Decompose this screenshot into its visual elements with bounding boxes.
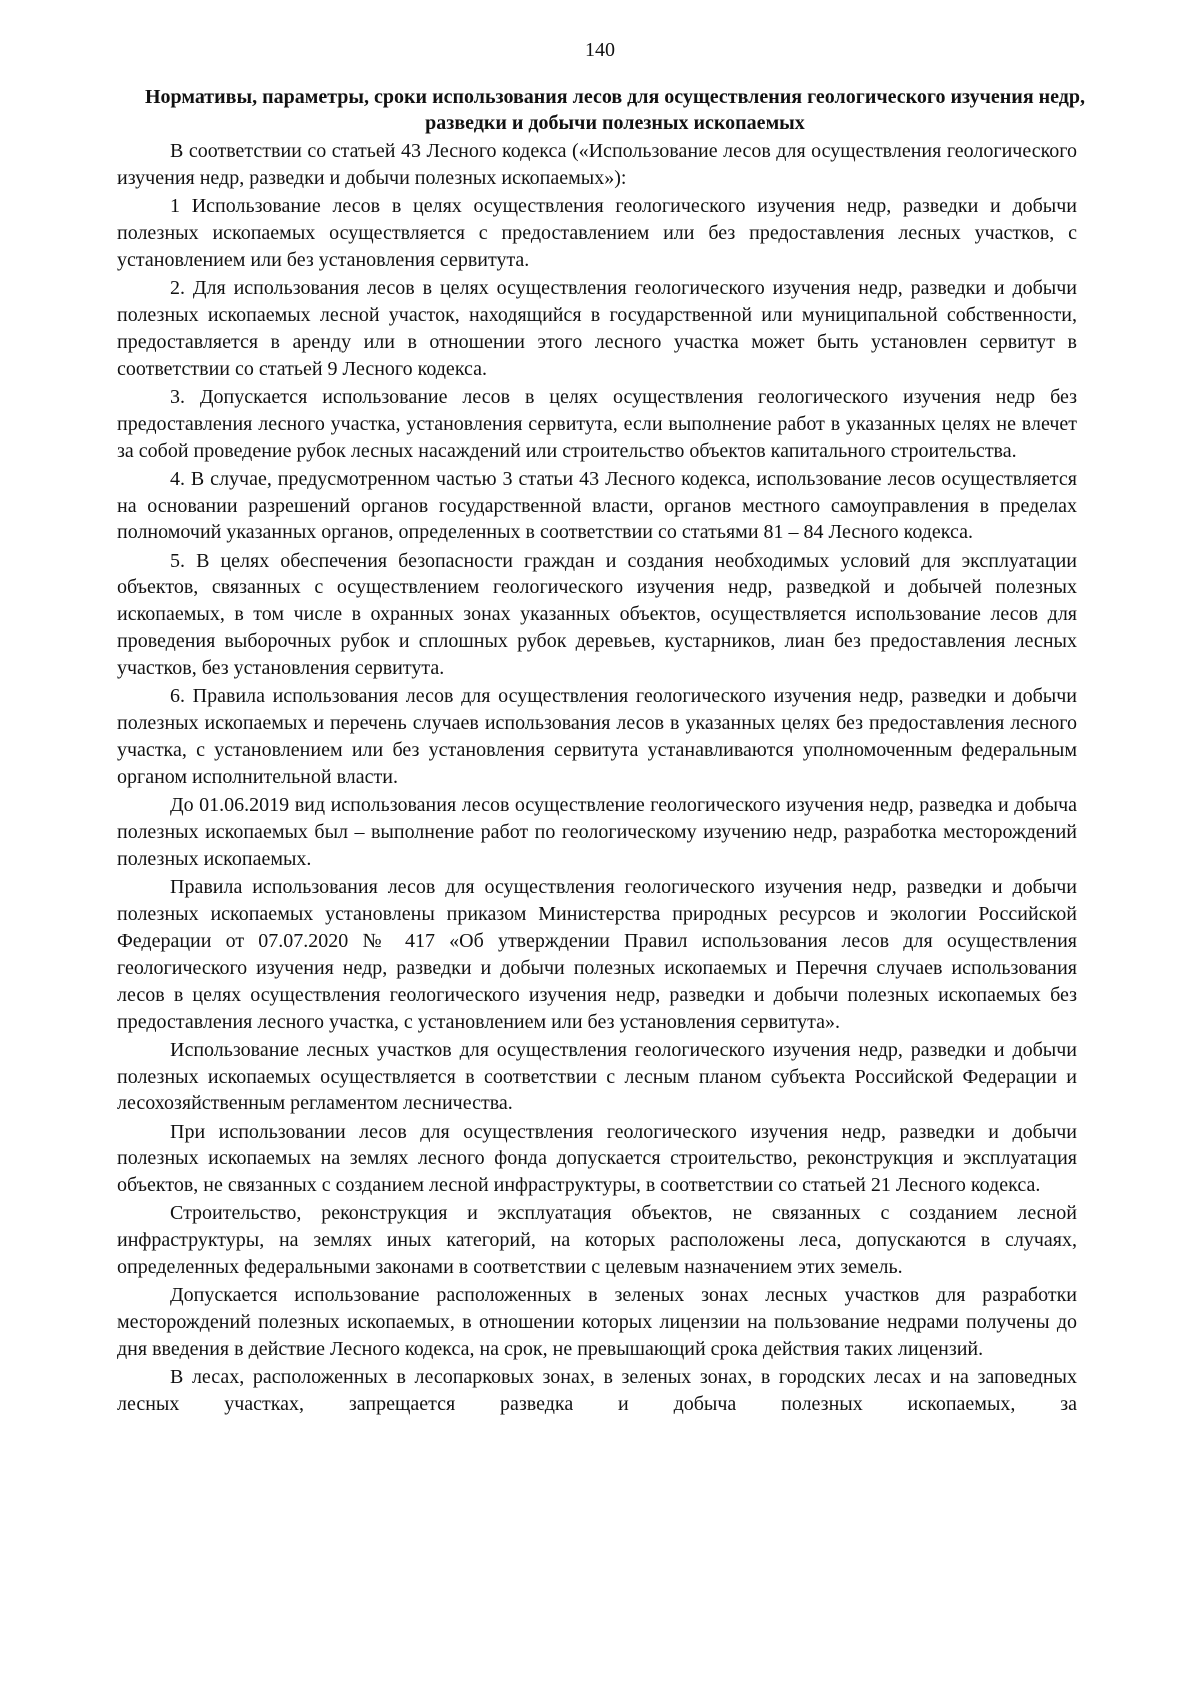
paragraph: 1 Использование лесов в целях осуществления геологического изучения недр, разведки и добычи полезных ископаемых осуществляется с предоставлением или без предоставления лесных участков, с установлением или без установления сервитута. xyxy=(117,195,1077,271)
paragraph: Использование лесных участков для осуществления геологического изучения недр, разведки и добычи полезных ископаемых осуществляется в соответствии с лесным планом субъекта Российской Федерации и лесохозяйственным регламентом лесничества. xyxy=(117,1038,1077,1115)
paragraph: 3. Допускается использование лесов в целях осуществления геологического изучения недр без предоставления лесного участка, установления сервитута, если выполнение работ в указанных целях не влечет за собой проведение рубок лесных насаждений или строительство объектов капитального строительства. xyxy=(117,385,1077,462)
document-body xyxy=(117,138,1077,1418)
paragraph: При использовании лесов для осуществления геологического изучения недр, разведки и добычи полезных ископаемых на землях лесного фонда допускается строительство, реконструкция и эксплуатация объектов, не связанных с созданием лесной инфраструктуры, в соответствии со статьей 21 Лесного кодекса. xyxy=(117,1120,1077,1197)
paragraph: Допускается использование расположенных в зеленых зонах лесных участков для разработки месторождений полезных ископаемых, в отношении которых лицензии на пользование недрами получены до дня введения в действие Лесного кодекса, на срок, не превышающий срока действия таких лицензий. xyxy=(117,1284,1077,1361)
paragraph-continued: В лесах, расположенных в лесопарковых зонах, в зеленых зонах, в городских лесах и на заповедных лесных участках, запрещается разведка и добыча полезных ископаемых, за xyxy=(117,1366,1077,1416)
paragraph: 6. Правила использования лесов для осуществления геологического изучения недр, разведки и добычи полезных ископаемых и перечень случаев использования лесов в указанных целях без предоставления лесного участка, с установлением или без установления сервитута устанавливаются уполномоченным федеральным органом исполнительной власти. xyxy=(117,685,1077,788)
paragraph: Строительство, реконструкция и эксплуатация объектов, не связанных с созданием лесной инфраструктуры, на землях иных категорий, на которых расположены леса, допускаются в случаях, определенных федеральными законами в соответствии с целевым назначением этих земель. xyxy=(117,1202,1077,1279)
paragraph: 2. Для использования лесов в целях осуществления геологического изучения недр, разведки и добычи полезных ископаемых лесной участок, находящийся в государственной или муниципальной собственности, предоставляется в аренду или в отношении этого лесного участка может быть установлен сервитут в соответствии со статьей 9 Лесного кодекса. xyxy=(117,276,1077,380)
paragraph: Правила использования лесов для осуществления геологического изучения недр, разведки и добычи полезных ископаемых установлены приказом Министерства природных ресурсов и экологии Российской Федерации от 07.07.2020 № 417 «Об утверждении Правил использования лесов для осуществления геологического изучения недр, разведки и добычи полезных ископаемых и Перечня случаев использования лесов в целях осуществления геологического изучения недр, разведки и добычи полезных ископаемых без предоставления лесного участка, с установлением или без установления сервитута». xyxy=(117,875,1077,1033)
paragraph: До 01.06.2019 вид использования лесов осуществление геологического изучения недр, разведка и добыча полезных ископаемых был – выполнение работ по геологическому изучению недр, разработка месторождений полезных ископаемых. xyxy=(117,794,1077,870)
paragraph: 4. В случае, предусмотренном частью 3 статьи 43 Лесного кодекса, использование лесов осуществляется на основании разрешений органов государственной власти, органов местного самоуправления в пределах полномочий указанных органов, определенных в соответствии со статьями 81 – 84 Лесного кодекса. xyxy=(117,467,1077,544)
section-title: Нормативы, параметры, сроки использования лесов для осуществления геологического изучения недр, разведки и добычи полезных ископаемых xyxy=(144,86,1086,134)
paragraph: 5. В целях обеспечения безопасности граждан и создания необходимых условий для эксплуатации объектов, связанных с осуществлением геологического изучения недр, разведкой и добычей полезных ископаемых, в том числе в охранных зонах указанных объектов, осуществляется использование лесов для проведения выборочных рубок и сплошных рубок деревьев, кустарников, лиан без предоставления лесных участков, без установления сервитута. xyxy=(117,549,1077,680)
paragraph: В соответствии со статьей 43 Лесного кодекса («Использование лесов для осуществления геологического изучения недр, разведки и добычи полезных ископаемых»): xyxy=(117,140,1077,189)
page-number: 140 xyxy=(585,39,615,61)
